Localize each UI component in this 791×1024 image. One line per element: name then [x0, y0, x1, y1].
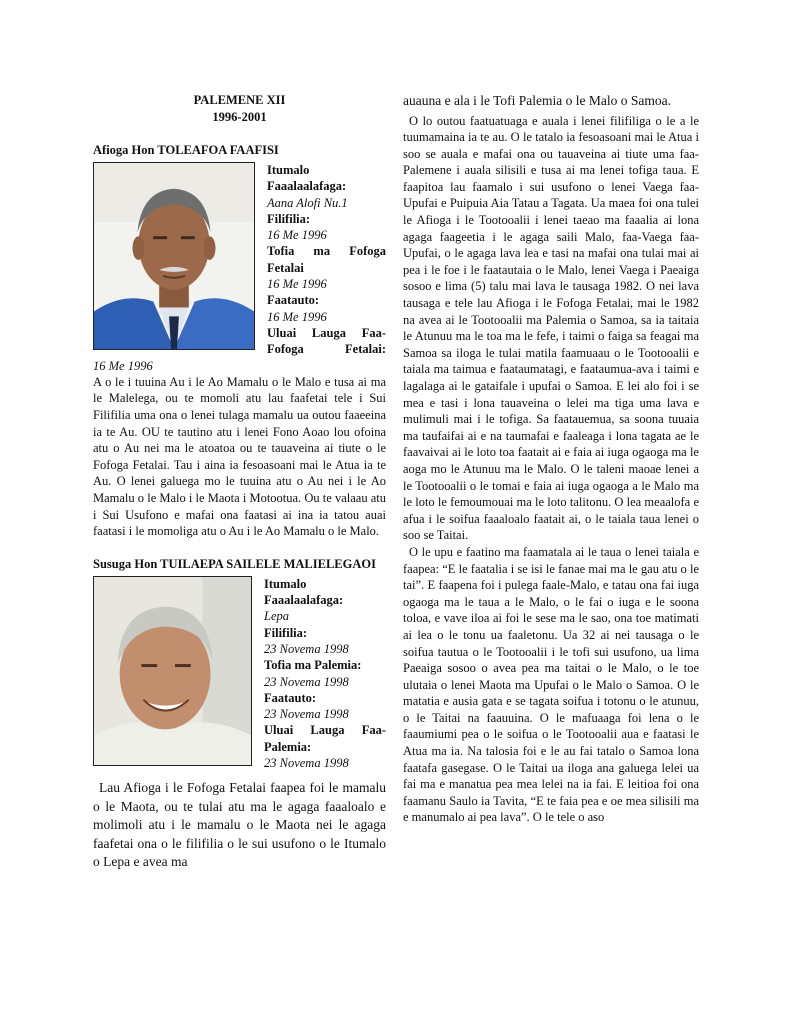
portrait-photo-icon	[93, 576, 252, 766]
member2-name: Susuga Hon TUILAEPA SAILELE MALIELEGAOI	[93, 556, 376, 571]
member1-appointed-label: Tofia ma Fofoga Fetalai	[267, 244, 386, 275]
member1-appointed-value: 16 Me 1996	[267, 277, 327, 292]
member1-oath-label: Faatauto:	[267, 293, 320, 308]
member2-profile	[93, 576, 386, 772]
member1-oath-value: 16 Me 1996	[267, 309, 327, 324]
right-paragraph-1: auauna e ala i le Tofi Palemia o le Malo o Samoa.	[403, 93, 671, 108]
member1-bio: A o le i tuuina Au i le Ao Mamalu o le Malo e tusa ai ma le Malelega, ou te momoli atu lau faafetai tele i Sui Filifilia uma ona o lenei tulaga mamalu ua outou faaeeina ia te Au. OU te tautino atu i lenei Fono Aoao lou ofoina atu o Au nei ma le atoatoa ou te tauaveina ai tiute o le Fofoga Fetalai. Tau i aina ia fesoasoani mai le Atua ia te Au. O lenei galuega mo le tuuina atu o Au nei i le Ao Mamalu o le Malo i le Maota i Motootua. Ou te valaau atu i Sui Usufono e mafai ona faatasi ai ina ia tatou auai faatasi i le momoliga atu o Au i le Ao Mamalu o le Malo.	[93, 374, 386, 539]
member2-elected-value: 23 Novema 1998	[264, 641, 349, 656]
member2-speech-label: Uluai Lauga Faa-Palemia:	[264, 723, 386, 754]
right-paragraph-3: O le upu e faatino ma faamatala ai le taua o lenei taiala e faapea: “E le faatalia i se isi le fanae mai ma le gau atu o le tai”. E faapena foi i pulega faale-Malo, e tatau ona fai iuga ogaoga ma le taua a le Malo, o le fai o iuga e le soona toloa, e vave iloa ai foi le sese ma le sao, ona toe matimati ai lea o le tonu ua faaletonu. Ua 32 ai nei tausaga o le soifua tautua o le Tootooalii i le tofi sui usufono, ua lima Paeaiga sosoo o avea pea ma taitai o le Malo, o le toe ulutaia o lenei Maota ma Upufai o le Malo o Samoa. O le matatia e ausia gata e se tagata soifua i totonu o le atunuu, o le Taitai na faauuina. O le mafuaaga foi lena o le faaumiumi pea o le soifua o le Tootooalii aua e faatasi le Atua ma ia. Na talosia foi e le au fai tatalo o Samoa lona faatafa gasegase. O le Taitai ua iloga ana galuega lelei ua fai ma e manatua pea mea lelei na ia fai. E leitioa foi ona faamanu Saulo ia Tavita, “E te faia pea e oe mea silisili ma e manumalo ai pea lava”. O le tele o aso	[403, 544, 699, 825]
portrait-photo-icon	[93, 162, 255, 350]
member1-speech-label: Uluai Lauga Faa-Fofoga Fetalai:	[267, 325, 386, 357]
member2-speech-start: Lau Afioga i le Fofoga Fetalai faapea foi le mamalu o le Maota, ou te tulai atu ma le agaga faaaloalo e molimoli atu i le mamalu o le Maota nei le agaga faafetai ona o le filifilia o le sui usufono o le Itumalo o Lepa e avea ma	[93, 780, 386, 870]
member1-profile	[93, 162, 386, 374]
member2-speech-value: 23 Novema 1998	[264, 756, 349, 771]
member2-appointed-label: Tofia ma Palemia:	[264, 658, 362, 673]
parliament-title: PALEMENE XII	[193, 93, 286, 107]
member2-elected-label: Filifilia:	[264, 625, 308, 640]
member1-constituency-value: Aana Alofi Nu.1	[267, 195, 348, 210]
member1-name: Afioga Hon TOLEAFOA FAAFISI	[93, 143, 279, 157]
member1-speech-value: 16 Me 1996	[93, 358, 153, 373]
member2-oath-label: Faatauto:	[264, 690, 317, 705]
member1-constituency-label: Itumalo Faaalaalafaga:	[267, 163, 347, 194]
parliament-years: 1996-2001	[212, 110, 267, 124]
member2-oath-value: 23 Novema 1998	[264, 707, 349, 722]
right-paragraph-2: O lo outou faatuatuaga e auala i lenei filifiliga o le a le tuumamaina ia te au. O le tatalo ia fesoasoani mai le Atua i soo se auala e mafai ona ou tauaveina ai tiute uma faa-Palemene i auala silisili e tusa ai ma lenei tofiga taua. E faapitoa lau faamalo i sui usufono o lenei Vaega faa-Upufai e Puipuia Aia Tatau a Tagata. Ua maea foi ona tulei le Afioga i le Tootooalii i lenei taeao ma faaalia ai lona agaga faageetia i le agaga saili Malo, faa-Vaega faa-Upufai, o le agaga lava lea e tasi na mafai ona tulai mai ai pea i le foe i le faatautaia o le Malo, lenei Vaega i Paeaiga sosoo e lima (5) talu mai lava le tausaga 1982. O nei lava tausaga e tele lau Afioga i le Fofoga Fetalai, mai le 1982 na avea ai le Tootooalii ma Palemia o Samoa, sa ia taitaia le Atunuu ma le toa ma le fefe, i taimi o faiga sa feagai ma Samoa sa iloga le tulai matila faamuaau o le Tootooalii e taiala ma taimua e faataumatagi, e faataumua-ava i taimi e lagalaga ai le gataifale i upufai o Samoa. E lei alo foi i se mea e tasi i lona tauaveina o lelei ma tiga uma lava e mulimuli mai i le tofiga. Sa faatauemua, sa soona tuuaia ma taufaifai ai e na taumafai e faaleaga i lona tagata ae le faavaivai ai le loto toa faatait ai e faia ai iuga ogaoga ma le aoga mo le Atunuu ma le Malo. O le taleni maoae lenei a le Tootooalii o le tomai e faia ai iuga ogaoga a le Malo ma le loto le femoumouai ma le loto talitonu. O lea meaalofa e afua i le soifua faaaloalo faatait ai, o le taiala taua lenei o soo se Taitai.	[403, 113, 699, 543]
member2-appointed-value: 23 Novema 1998	[264, 674, 349, 689]
member1-elected-label: Filifilia:	[267, 211, 311, 226]
member1-elected-value: 16 Me 1996	[267, 228, 327, 243]
right-column	[403, 92, 699, 826]
member2-constituency-label: Itumalo Faaalaalafaga:	[264, 576, 344, 608]
member2-constituency-value: Lepa	[264, 609, 289, 624]
left-column	[93, 92, 386, 872]
